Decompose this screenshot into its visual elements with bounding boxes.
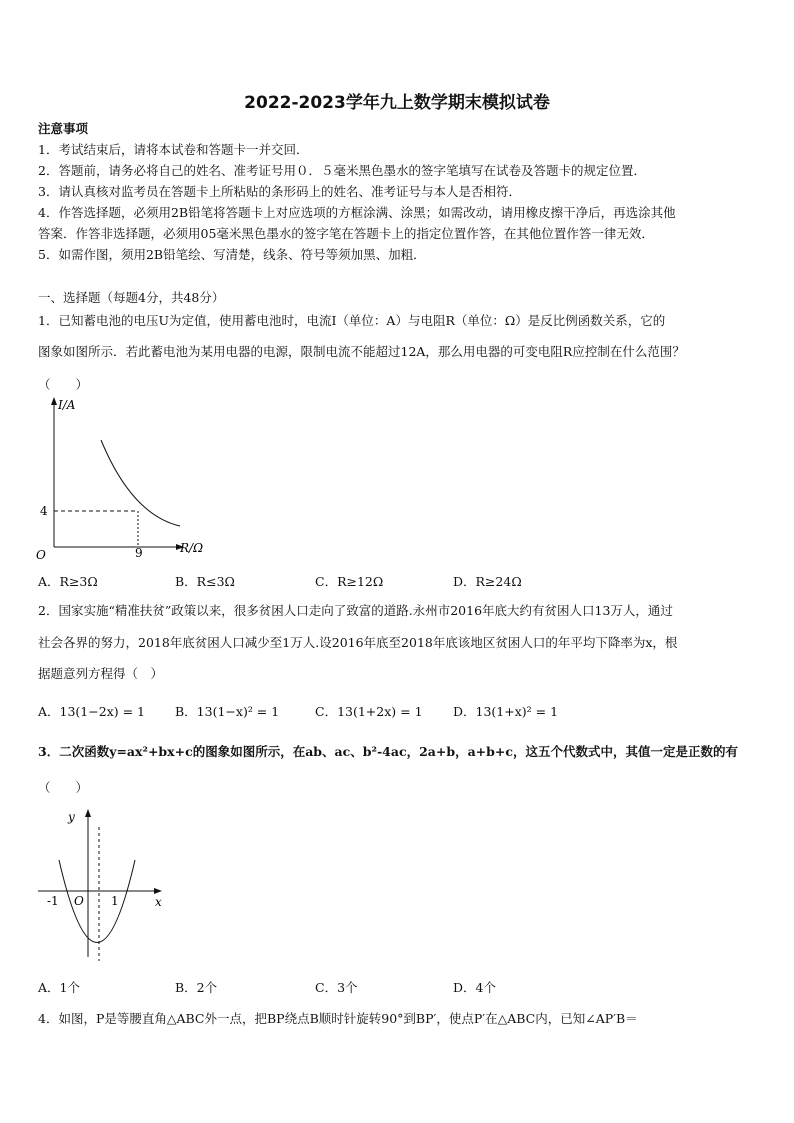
q1-option-d: D．R≥24Ω [453,574,522,589]
q2-text-line3: 据题意列方程得（ ） [38,666,164,681]
notice-heading: 注意事项 [38,121,89,136]
x-axis-label: x [155,895,162,909]
x-tick-label: 9 [135,546,143,560]
q3-option-d: D．4个 [453,980,496,995]
q2-text-line2: 社会各界的努力，2018年底贫困人口减少至1万人.设2016年底至2018年底该地区贫困人口的年平均下降率为x，根 [38,635,678,650]
q3-option-a: A．1个 [38,980,80,995]
q3-graph [32,805,177,965]
q3-option-c: C．3个 [315,980,358,995]
y-axis-label: y [68,810,75,824]
y-tick-label: 4 [40,504,48,518]
origin-label: O [36,548,46,562]
q2-option-b: B．13(1−x)² = 1 [175,704,280,719]
neg-one-label: -1 [47,894,59,908]
notice-item: 3．请认真核对监考员在答题卡上所粘贴的条形码上的姓名、准考证号与本人是否相符． [38,184,521,199]
y-axis-arrow-icon [51,397,57,405]
q2-text-line1: 2．国家实施“精准扶贫”政策以来，很多贫困人口走向了致富的道路.永州市2016年底大约有贫困人口13万人，通过 [38,603,673,618]
q1-text-line1: 1．已知蓄电池的电压U为定值，使用蓄电池时，电流I（单位：A）与电阻R（单位：Ω）是反比例函数关系，它的 [38,313,666,328]
q1-answer-bracket: （ ） [38,377,89,392]
q1-text-line2: 图象如图所示．若此蓄电池为某用电器的电源，限制电流不能超过12A，那么用电器的可变电阻R应控制在什么范围？ [38,344,685,359]
q1-option-b: B．R≤3Ω [175,574,235,589]
notice-item: 4．作答选择题，必须用2B铅笔将答题卡上对应选项的方框涂满、涂黑；如需改动，请用橡皮擦干净后，再选涂其他 [38,205,676,220]
q1-graph [32,395,222,565]
q2-option-a: A．13(1−2x) = 1 [38,704,145,719]
notice-item: 答案．作答非选择题，必须用05毫米黑色墨水的签字笔在答题卡上的指定位置作答，在其他位置作答一律无效． [38,226,654,241]
x-axis-label: R/Ω [180,541,204,555]
origin-label: O [74,894,84,908]
section-heading: 一、选择题（每题4分，共48分） [38,290,225,305]
q3-answer-bracket: （ ） [38,780,89,795]
inverse-curve [101,440,180,526]
notice-item: 1．考试结束后，请将本试卷和答题卡一并交回． [38,142,309,157]
q3-text-line1: 3．二次函数y=ax²+bx+c的图象如图所示，在ab、ac、b²-4ac，2a+b，a+b+c，这五个代数式中，其值一定是正数的有 [38,744,738,759]
one-label: 1 [111,894,119,908]
y-axis-label: I/A [58,398,76,412]
q4-text-line1: 4．如图，P是等腰直角△ABC外一点，把BP绕点B顺时针旋转90°到BP′，使点P′在△ABC内，已知∠AP′B＝ [38,1011,638,1026]
page-title: 2022-2023学年九上数学期末模拟试卷 [244,93,550,113]
y-axis-arrow-icon [85,809,91,817]
q2-option-c: C．13(1+2x) = 1 [315,704,423,719]
q2-option-d: D．13(1+x)² = 1 [453,704,559,719]
q1-option-c: C．R≥12Ω [315,574,384,589]
parabola-curve [59,860,135,943]
notice-item: 5．如需作图，须用2B铅笔绘、写清楚，线条、符号等须加黑、加粗． [38,247,426,262]
notice-item: 2．答题前，请务必将自己的姓名、准考证号用０．５毫米黑色墨水的签字笔填写在试卷及答题卡的规定位置． [38,163,646,178]
x-axis-arrow-icon [154,888,162,894]
q1-option-a: A．R≥3Ω [38,574,98,589]
q3-option-b: B．2个 [175,980,218,995]
